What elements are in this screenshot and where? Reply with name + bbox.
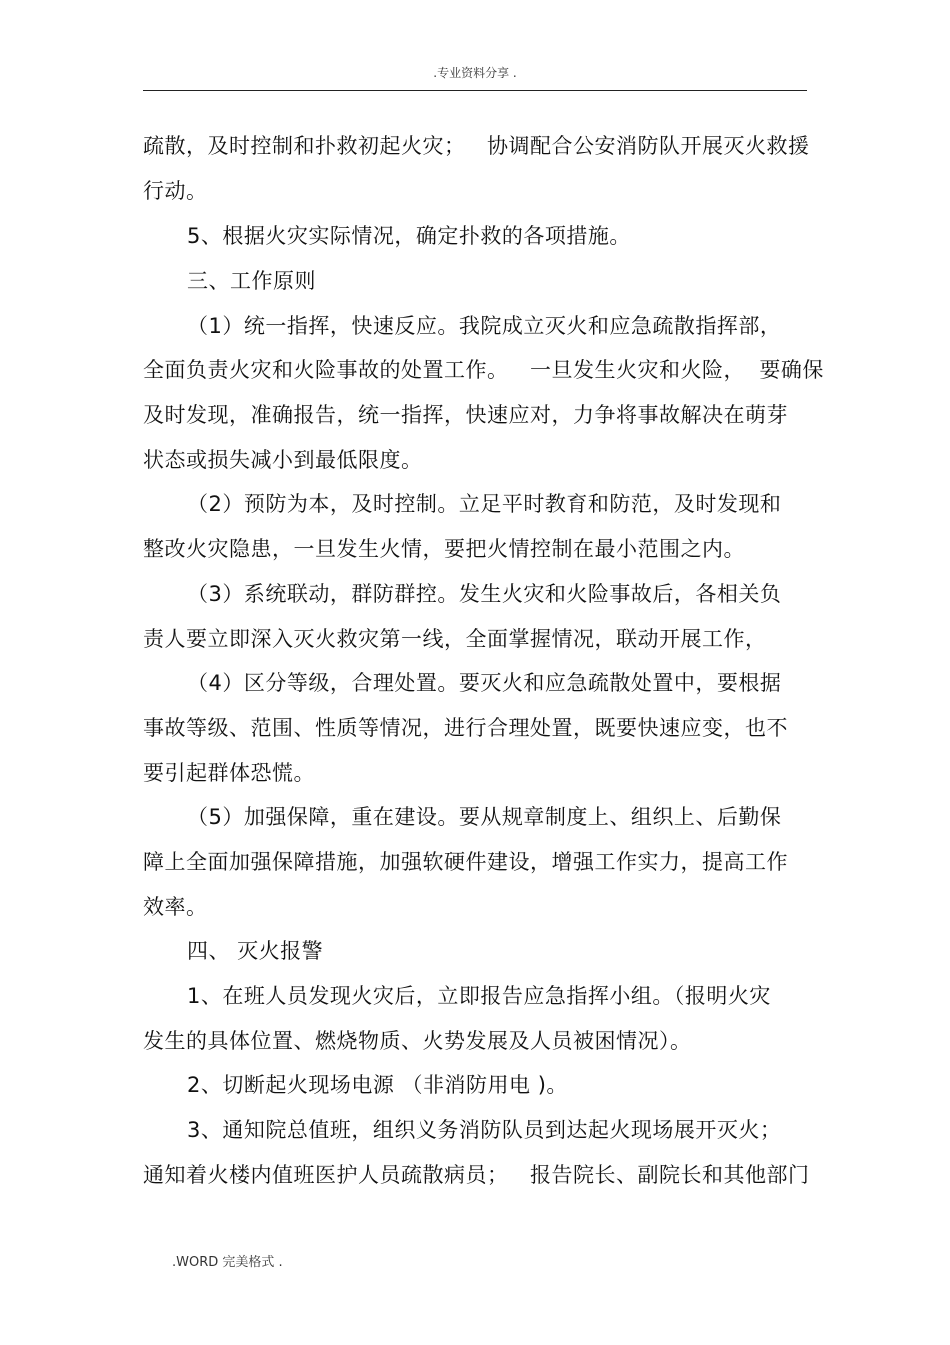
paragraph-line: 责人要立即深入灭火救灾第一线，全面掌握情况，联动开展工作， xyxy=(143,627,767,651)
paragraph-line: （3）系统联动，群防群控。发生火灾和火险事故后，各相关负 xyxy=(187,582,782,606)
paragraph-line: （4）区分等级，合理处置。要灭火和应急疏散处置中，要根据 xyxy=(187,671,782,695)
paragraph-line: 5、根据火灾实际情况，确定扑救的各项措施。 xyxy=(187,224,631,248)
paragraph-line: 障上全面加强保障措施，加强软硬件建设，增强工作实力，提高工作 xyxy=(143,850,788,874)
paragraph-line: 状态或损失减小到最低限度。 xyxy=(143,448,423,472)
paragraph-line: 及时发现，准确报告，统一指挥，快速应对，力争将事故解决在萌芽 xyxy=(143,403,788,427)
paragraph-line: 2、切断起火现场电源 （非消防用电 )。 xyxy=(187,1073,568,1097)
paragraph-line: （1）统一指挥，快速反应。我院成立灭火和应急疏散指挥部， xyxy=(187,314,782,338)
section-heading: 四、 灭火报警 xyxy=(187,939,324,963)
paragraph-line: 全面负责火灾和火险事故的处置工作。 一旦发生火灾和火险， 要确保 xyxy=(143,358,824,382)
section-heading: 三、工作原则 xyxy=(187,269,316,293)
paragraph-line: 发生的具体位置、燃烧物质、火势发展及人员被困情况）。 xyxy=(143,1029,692,1053)
paragraph-line: 事故等级、范围、性质等情况，进行合理处置，既要快速应变，也不 xyxy=(143,716,788,740)
paragraph-line: 疏散，及时控制和扑救初起火灾； 协调配合公安消防队开展灭火救援 xyxy=(143,134,810,158)
header-divider xyxy=(143,90,807,91)
paragraph-line: 整改火灾隐患，一旦发生火情，要把火情控制在最小范围之内。 xyxy=(143,537,745,561)
paragraph-line: 效率。 xyxy=(143,895,208,919)
page-footer: .WORD 完美格式 . xyxy=(172,1255,283,1270)
page-header: .专业资料分享 . xyxy=(433,66,517,80)
paragraph-line: 3、通知院总值班，组织义务消防队员到达起火现场展开灭火； xyxy=(187,1118,782,1142)
paragraph-line: 通知着火楼内值班医护人员疏散病员； 报告院长、副院长和其他部门 xyxy=(143,1163,810,1187)
paragraph-line: （5）加强保障，重在建设。要从规章制度上、组织上、后勤保 xyxy=(187,805,782,829)
paragraph-line: 1、在班人员发现火灾后，立即报告应急指挥小组。（报明火灾 xyxy=(187,984,771,1008)
paragraph-line: 要引起群体恐慌。 xyxy=(143,761,315,785)
paragraph-line: 行动。 xyxy=(143,179,208,203)
paragraph-line: （2）预防为本，及时控制。立足平时教育和防范，及时发现和 xyxy=(187,492,782,516)
